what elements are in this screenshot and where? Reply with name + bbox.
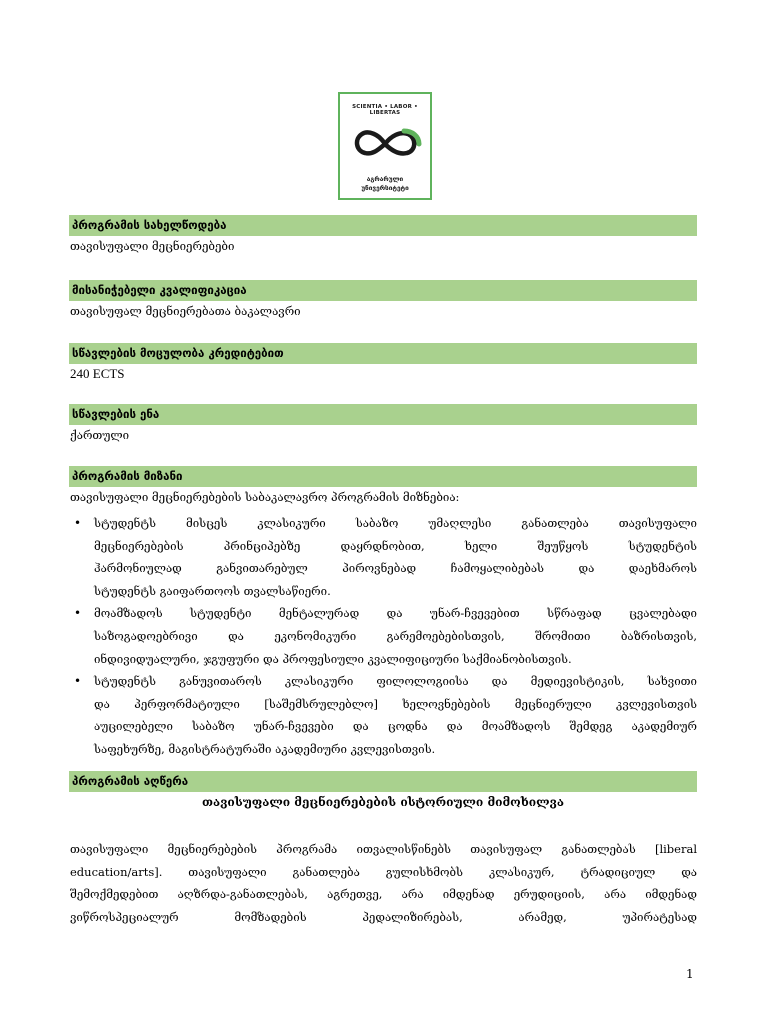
bullet-icon: • <box>74 516 82 530</box>
credits-value: 240 ECTS <box>70 366 125 381</box>
bullet-line: მეცნიერებების პრინციპებზე დაყრდნობით, ხელი შეუწყოს სტუდენტის <box>94 538 697 553</box>
bullet-line: ინდივიდუალური, ჯგუფური და პროფესიული კვალიფიციური საქმიანობისთვის. <box>94 651 572 666</box>
bullet-line: საფეხურზე, მაგისტრატურაში აკადემიური კვლევისთვის. <box>94 741 436 756</box>
logo-name-line: უნივერსიტეტი <box>361 184 409 192</box>
logo-motto: SCIENTIA • LABOR • LIBERTAS <box>352 104 418 116</box>
description-paragraph <box>70 838 697 928</box>
page-number: 1 <box>686 967 694 981</box>
bullet-line: და პერფორმატიული [საშემსრულებლო] ხელოვნებების მეცნიერული კვლევისთვის <box>94 696 697 711</box>
description-subtitle: თავისუფალი მეცნიერებების ისტორიული მიმოხილვა <box>201 795 565 809</box>
program-name-heading: პროგრამის სახელწოდება <box>69 215 697 236</box>
bullet-line: საზოგადოებრივი და ეკონომიკური გარემოებებისთვის, შრომითი ბაზრისთვის, <box>94 628 697 643</box>
goal-intro: თავისუფალი მეცნიერებების საბაკალავრო პროგრამის მიზნებია: <box>70 490 460 504</box>
goal-bullet-list <box>70 512 697 761</box>
bullet-line: სტუდენტს გაიფართოოს თვალსაწიერი. <box>94 583 331 598</box>
list-item <box>70 670 697 760</box>
language-heading: სწავლების ენა <box>69 404 697 425</box>
logo-name-line: აგრარული <box>366 175 404 183</box>
bullet-line: სტუდენტს მისცეს კლასიკური საბაზო უმაღლესი განათლება თავისუფალი <box>94 516 697 530</box>
bullet-icon: • <box>74 606 82 621</box>
qualification-heading: მისანიჭებელი კვალიფიკაცია <box>69 280 697 301</box>
list-item <box>70 602 697 670</box>
description-heading: პროგრამის აღწერა <box>69 771 697 792</box>
bullet-line: ჰარმონიულად განვითარებულ პიროვნებად ჩამოყალიბებას და დაეხმაროს <box>94 561 697 576</box>
bullet-line: აუცილებელი საბაზო უნარ-ჩვევები და ცოდნა და მოამზადოს შემდეგ აკადემიურ <box>94 719 697 734</box>
logo-university-name <box>340 175 430 193</box>
paragraph-line: ვიწროსპეციალურ მომზადების პედალიზირებას, არამედ, უპირატესად <box>70 909 697 924</box>
infinity-icon <box>346 122 424 166</box>
language-value: ქართული <box>70 428 130 442</box>
paragraph-line: education/arts]. თავისუფალი განათლება გულისხმობს კლასიკურ, ტრადიციულ და <box>70 864 697 879</box>
bullet-line: მოამზადოს სტუდენტი მენტალურად და უნარ-ჩვევებით სწრაფად ცვალებადი <box>94 606 697 621</box>
qualification-value: თავისუფალ მეცნიერებათა ბაკალავრი <box>70 304 301 318</box>
list-item <box>70 512 697 602</box>
goal-heading: პროგრამის მიზანი <box>69 466 697 487</box>
paragraph-line: შემოქმედებით აღზრდა-განათლებას, აგრეთვე, არა იმდენად ერუდიციის, არა იმდენად <box>70 887 697 902</box>
paragraph-line: თავისუფალი მეცნიერებების პროგრამა ითვალისწინებს თავისუფალ განათლებას [liberal <box>70 842 697 856</box>
credits-heading: სწავლების მოცულობა კრედიტებით <box>69 343 697 364</box>
bullet-line: სტუდენტს განუვითაროს კლასიკური ფილოლოგიისა და მედიევისტიკის, სახვითი <box>94 674 697 689</box>
program-name-value: თავისუფალი მეცნიერებები <box>70 239 235 253</box>
university-logo <box>338 92 432 200</box>
bullet-icon: • <box>74 674 82 689</box>
